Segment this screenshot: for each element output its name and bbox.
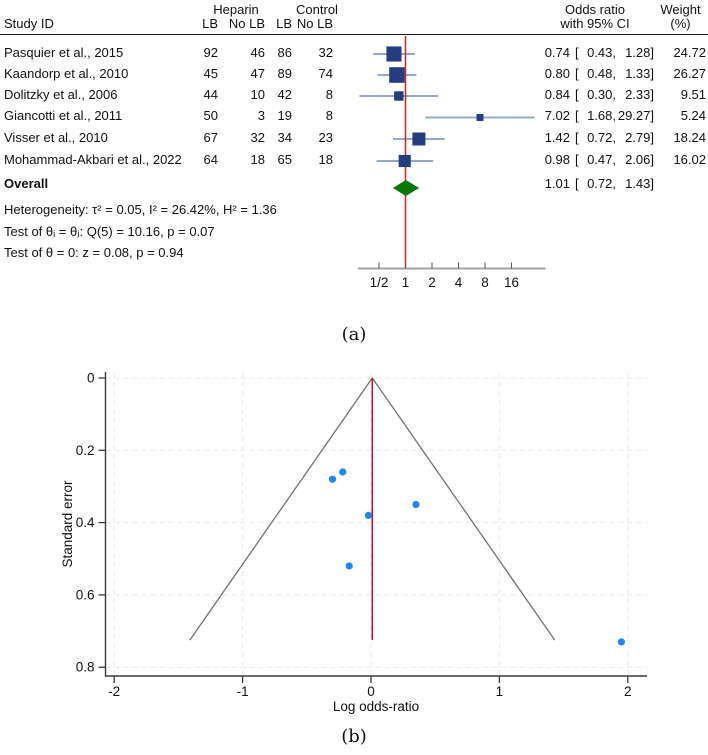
study-name: Pasquier et al., 2015	[4, 44, 124, 60]
forest-table-row	[0, 45, 708, 64]
control-lb-count: 86	[277, 44, 292, 60]
ci-open-bracket: [	[575, 129, 579, 145]
control-lb-count: 42	[277, 86, 292, 102]
ci-high-value: 2.79]	[625, 129, 654, 145]
odds-ratio-value: 7.02	[544, 108, 570, 123]
control-lb-count: 65	[277, 151, 292, 167]
funnel-x-axis-label: Log odds-ratio	[332, 699, 420, 714]
ci-low-value: 0.30,	[587, 86, 616, 102]
funnel-x-tick-label: 2	[624, 684, 632, 699]
heparin-group-header: Heparin	[213, 2, 259, 17]
heparin-lb-count: 45	[203, 65, 218, 81]
heparin-nolb-count: 18	[250, 151, 265, 167]
control-lb-count: 19	[277, 108, 292, 123]
heparin-nolb-header: No LB	[228, 16, 265, 31]
forest-table-row	[0, 87, 708, 106]
overall-effect-test-line: Test of θ = 0: z = 0.08, p = 0.94	[4, 245, 184, 260]
funnel-y-tick-label: 0.4	[75, 515, 95, 531]
funnel-point	[412, 501, 419, 508]
funnel-y-tick-label: 0.2	[75, 442, 95, 458]
forest-table-row	[0, 176, 708, 195]
forest-table-row	[0, 152, 708, 171]
forest-axis-tick-label: 8	[481, 275, 489, 290]
odds-ratio-header: Odds ratio	[565, 2, 625, 17]
ci-low-value: 0.72,	[587, 129, 616, 145]
funnel-y-tick-label: 0.6	[75, 587, 95, 603]
ci-high-value: 2.06]	[625, 151, 654, 167]
panel-a-caption: (a)	[341, 324, 367, 345]
odds-ratio-value: 0.74	[544, 44, 570, 60]
control-lb-header: LB	[276, 16, 292, 31]
heparin-nolb-count: 47	[250, 65, 265, 81]
study-name: Giancotti et al., 2011	[4, 108, 123, 123]
funnel-point	[618, 638, 625, 645]
study-name: Mohammad-Akbari et al., 2022	[4, 151, 182, 167]
control-nolb-count: 8	[325, 108, 333, 123]
funnel-point	[329, 476, 336, 483]
heparin-nolb-count: 3	[257, 108, 265, 123]
ci-low-value: 0.47,	[587, 151, 616, 167]
ci-high-value: 29.27]	[617, 108, 654, 123]
study-name: Dolitzky et al., 2006	[4, 86, 118, 102]
heterogeneity-stats-line: Heterogeneity: τ² = 0.05, I² = 26.42%, H² = 1.36	[4, 202, 277, 217]
study-id-header: Study ID	[4, 16, 54, 31]
ci-high-value: 1.43]	[625, 176, 654, 191]
funnel-y-tick-label: 0.8	[75, 659, 95, 675]
weight-value: 9.51	[680, 86, 706, 102]
control-group-header: Control	[296, 2, 338, 17]
forest-table-row	[0, 108, 708, 127]
funnel-point	[365, 512, 372, 519]
ci-low-value: 0.72,	[587, 176, 616, 191]
weight-value: 24.72	[673, 44, 706, 60]
heparin-lb-count: 44	[203, 86, 218, 102]
control-nolb-count: 18	[318, 151, 333, 167]
control-nolb-count: 32	[318, 44, 333, 60]
forest-axis-tick-label: 2	[428, 275, 436, 290]
odds-ratio-value: 0.84	[544, 86, 570, 102]
weight-value: 26.27	[673, 65, 706, 81]
funnel-plot-canvas	[0, 360, 708, 720]
funnel-x-tick-label: -2	[108, 684, 121, 699]
heparin-nolb-count: 10	[250, 86, 265, 102]
study-name: Kaandorp et al., 2010	[4, 65, 129, 81]
study-name: Visser et al., 2010	[4, 129, 108, 145]
ci-high-value: 1.33]	[625, 65, 654, 81]
ci-open-bracket: [	[575, 86, 579, 102]
ci-open-bracket: [	[575, 44, 579, 60]
odds-ratio-value: 0.80	[544, 65, 570, 81]
forest-axis-tick-label: 4	[454, 275, 463, 290]
control-lb-count: 89	[277, 65, 292, 81]
funnel-x-tick-label: -1	[236, 684, 249, 699]
heparin-lb-header: LB	[202, 16, 218, 31]
odds-ratio-subheader: with 95% CI	[560, 16, 630, 31]
odds-ratio-value: 1.01	[544, 176, 570, 191]
control-nolb-count: 74	[318, 65, 333, 81]
homogeneity-test-line: Test of θᵢ = θⱼ: Q(5) = 10.16, p = 0.07	[4, 224, 215, 239]
heparin-lb-count: 64	[203, 151, 218, 167]
control-nolb-count: 8	[325, 86, 333, 102]
forest-axis-tick-label: 1	[401, 275, 410, 290]
funnel-y-axis-label: Standard error	[60, 480, 75, 568]
ci-low-value: 1.68,	[587, 108, 616, 123]
heparin-lb-count: 50	[203, 108, 218, 123]
forest-table-row	[0, 130, 708, 149]
control-nolb-count: 23	[318, 129, 333, 145]
ci-open-bracket: [	[575, 151, 579, 167]
panel-b-caption: (b)	[341, 726, 367, 747]
odds-ratio-value: 1.42	[544, 129, 570, 145]
heparin-nolb-count: 46	[250, 44, 265, 60]
funnel-left-line	[190, 378, 372, 640]
funnel-right-line	[372, 378, 554, 640]
forest-axis-tick-label: 1/2	[369, 275, 389, 290]
weight-value: 16.02	[673, 151, 706, 167]
weight-header: Weight	[660, 2, 701, 17]
ci-low-value: 0.48,	[587, 65, 616, 81]
study-name: Overall	[4, 176, 49, 191]
heparin-lb-count: 67	[203, 129, 218, 145]
control-nolb-header: No LB	[296, 16, 333, 31]
odds-ratio-value: 0.98	[544, 151, 570, 167]
weight-value: 5.24	[680, 108, 706, 123]
funnel-y-tick-label: 0	[86, 370, 95, 386]
ci-high-value: 2.33]	[625, 86, 654, 102]
weight-subheader: (%)	[670, 16, 691, 31]
heparin-nolb-count: 32	[250, 129, 265, 145]
weight-value: 18.24	[673, 129, 706, 145]
ci-low-value: 0.43,	[587, 44, 616, 60]
ci-open-bracket: [	[575, 108, 579, 123]
ci-high-value: 1.28]	[625, 44, 654, 60]
funnel-point	[346, 562, 353, 569]
ci-open-bracket: [	[575, 65, 579, 81]
funnel-x-tick-label: 1	[495, 684, 504, 699]
funnel-point	[339, 468, 346, 475]
control-lb-count: 34	[277, 129, 292, 145]
forest-table-row	[0, 66, 708, 85]
ci-open-bracket: [	[575, 176, 579, 191]
heparin-lb-count: 92	[203, 44, 218, 60]
funnel-x-tick-label: 0	[367, 684, 375, 699]
forest-axis-tick-label: 16	[503, 275, 520, 290]
